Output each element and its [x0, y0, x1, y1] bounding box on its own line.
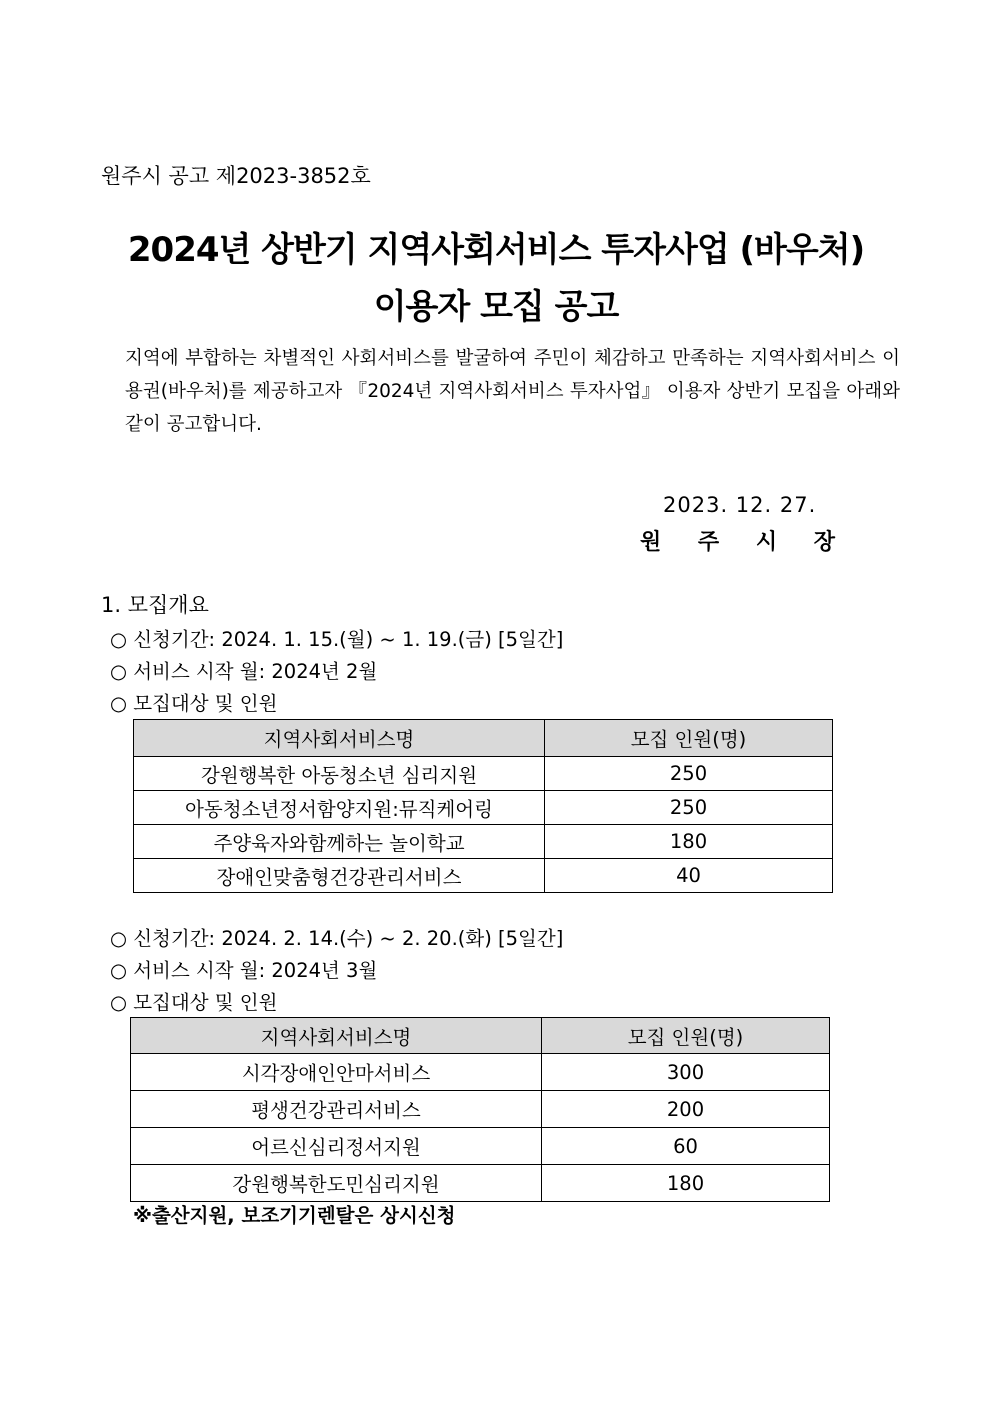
table-row — [134, 791, 833, 825]
table-row — [134, 825, 833, 859]
service-name: 장애인맞춤형건강관리서비스 — [134, 859, 545, 893]
round2-target: ○ 모집대상 및 인원 — [110, 991, 278, 1014]
header-recruit-count: 모집 인원(명) — [542, 1018, 830, 1054]
service-name: 강원행복한 아동청소년 심리지원 — [134, 757, 545, 791]
round1-start-month: ○ 서비스 시작 월: 2024년 2월 — [110, 660, 378, 683]
recruit-count: 250 — [545, 791, 833, 825]
recruit-count: 180 — [542, 1165, 830, 1202]
recruit-count: 300 — [542, 1054, 830, 1091]
table-row — [131, 1165, 830, 1202]
round2-start-month: ○ 서비스 시작 월: 2024년 3월 — [110, 959, 378, 982]
round1-period: ○ 신청기간: 2024. 1. 15.(월) ~ 1. 19.(금) [5일간] — [110, 628, 564, 651]
round2-period: ○ 신청기간: 2024. 2. 14.(수) ~ 2. 20.(화) [5일간] — [110, 927, 564, 950]
header-service-name: 지역사회서비스명 — [131, 1018, 542, 1054]
section-heading: 1. 모집개요 — [101, 593, 209, 617]
issuer-char: 장 — [813, 530, 835, 555]
title-line-1: 2024년 상반기 지역사회서비스 투자사업 (바우처) — [127, 230, 865, 270]
footnote: ※출산지원, 보조기기렌탈은 상시신청 — [133, 1204, 456, 1227]
recruit-count: 200 — [542, 1091, 830, 1128]
service-name: 시각장애인안마서비스 — [131, 1054, 542, 1091]
recruit-count: 40 — [545, 859, 833, 893]
service-name: 강원행복한도민심리지원 — [131, 1165, 542, 1202]
recruit-count: 60 — [542, 1128, 830, 1165]
table-row — [131, 1054, 830, 1091]
table-header-row — [134, 720, 833, 757]
recruit-count: 180 — [545, 825, 833, 859]
round1-target: ○ 모집대상 및 인원 — [110, 692, 278, 715]
table-row — [131, 1091, 830, 1128]
intro-paragraph: 지역에 부합하는 차별적인 사회서비스를 발굴하여 주민이 체감하고 만족하는 지역사회서비스 이용권(바우처)를 제공하고자 『2024년 지역사회서비스 투자사업』 이용자 상반기 모집을 아래와 같이 공고합니다. — [125, 348, 900, 435]
issuer — [640, 525, 835, 556]
round2-table — [130, 1017, 830, 1202]
service-name: 주양육자와함께하는 놀이학교 — [134, 825, 545, 859]
header-service-name: 지역사회서비스명 — [134, 720, 545, 757]
issuer-char: 주 — [697, 530, 720, 555]
notice-number: 원주시 공고 제2023-3852호 — [101, 164, 371, 188]
issuer-char: 원 — [640, 530, 662, 555]
service-name: 아동청소년정서함양지원:뮤직케어링 — [134, 791, 545, 825]
header-recruit-count: 모집 인원(명) — [545, 720, 833, 757]
service-name: 평생건강관리서비스 — [131, 1091, 542, 1128]
table-header-row — [131, 1018, 830, 1054]
issuer-char: 시 — [755, 530, 778, 555]
notice-date: 2023. 12. 27. — [663, 493, 817, 517]
table-row — [134, 757, 833, 791]
table-row — [134, 859, 833, 893]
service-name: 어르신심리정서지원 — [131, 1128, 542, 1165]
table-row — [131, 1128, 830, 1165]
title-line-2: 이용자 모집 공고 — [373, 287, 619, 327]
recruit-count: 250 — [545, 757, 833, 791]
round1-table — [133, 719, 833, 893]
